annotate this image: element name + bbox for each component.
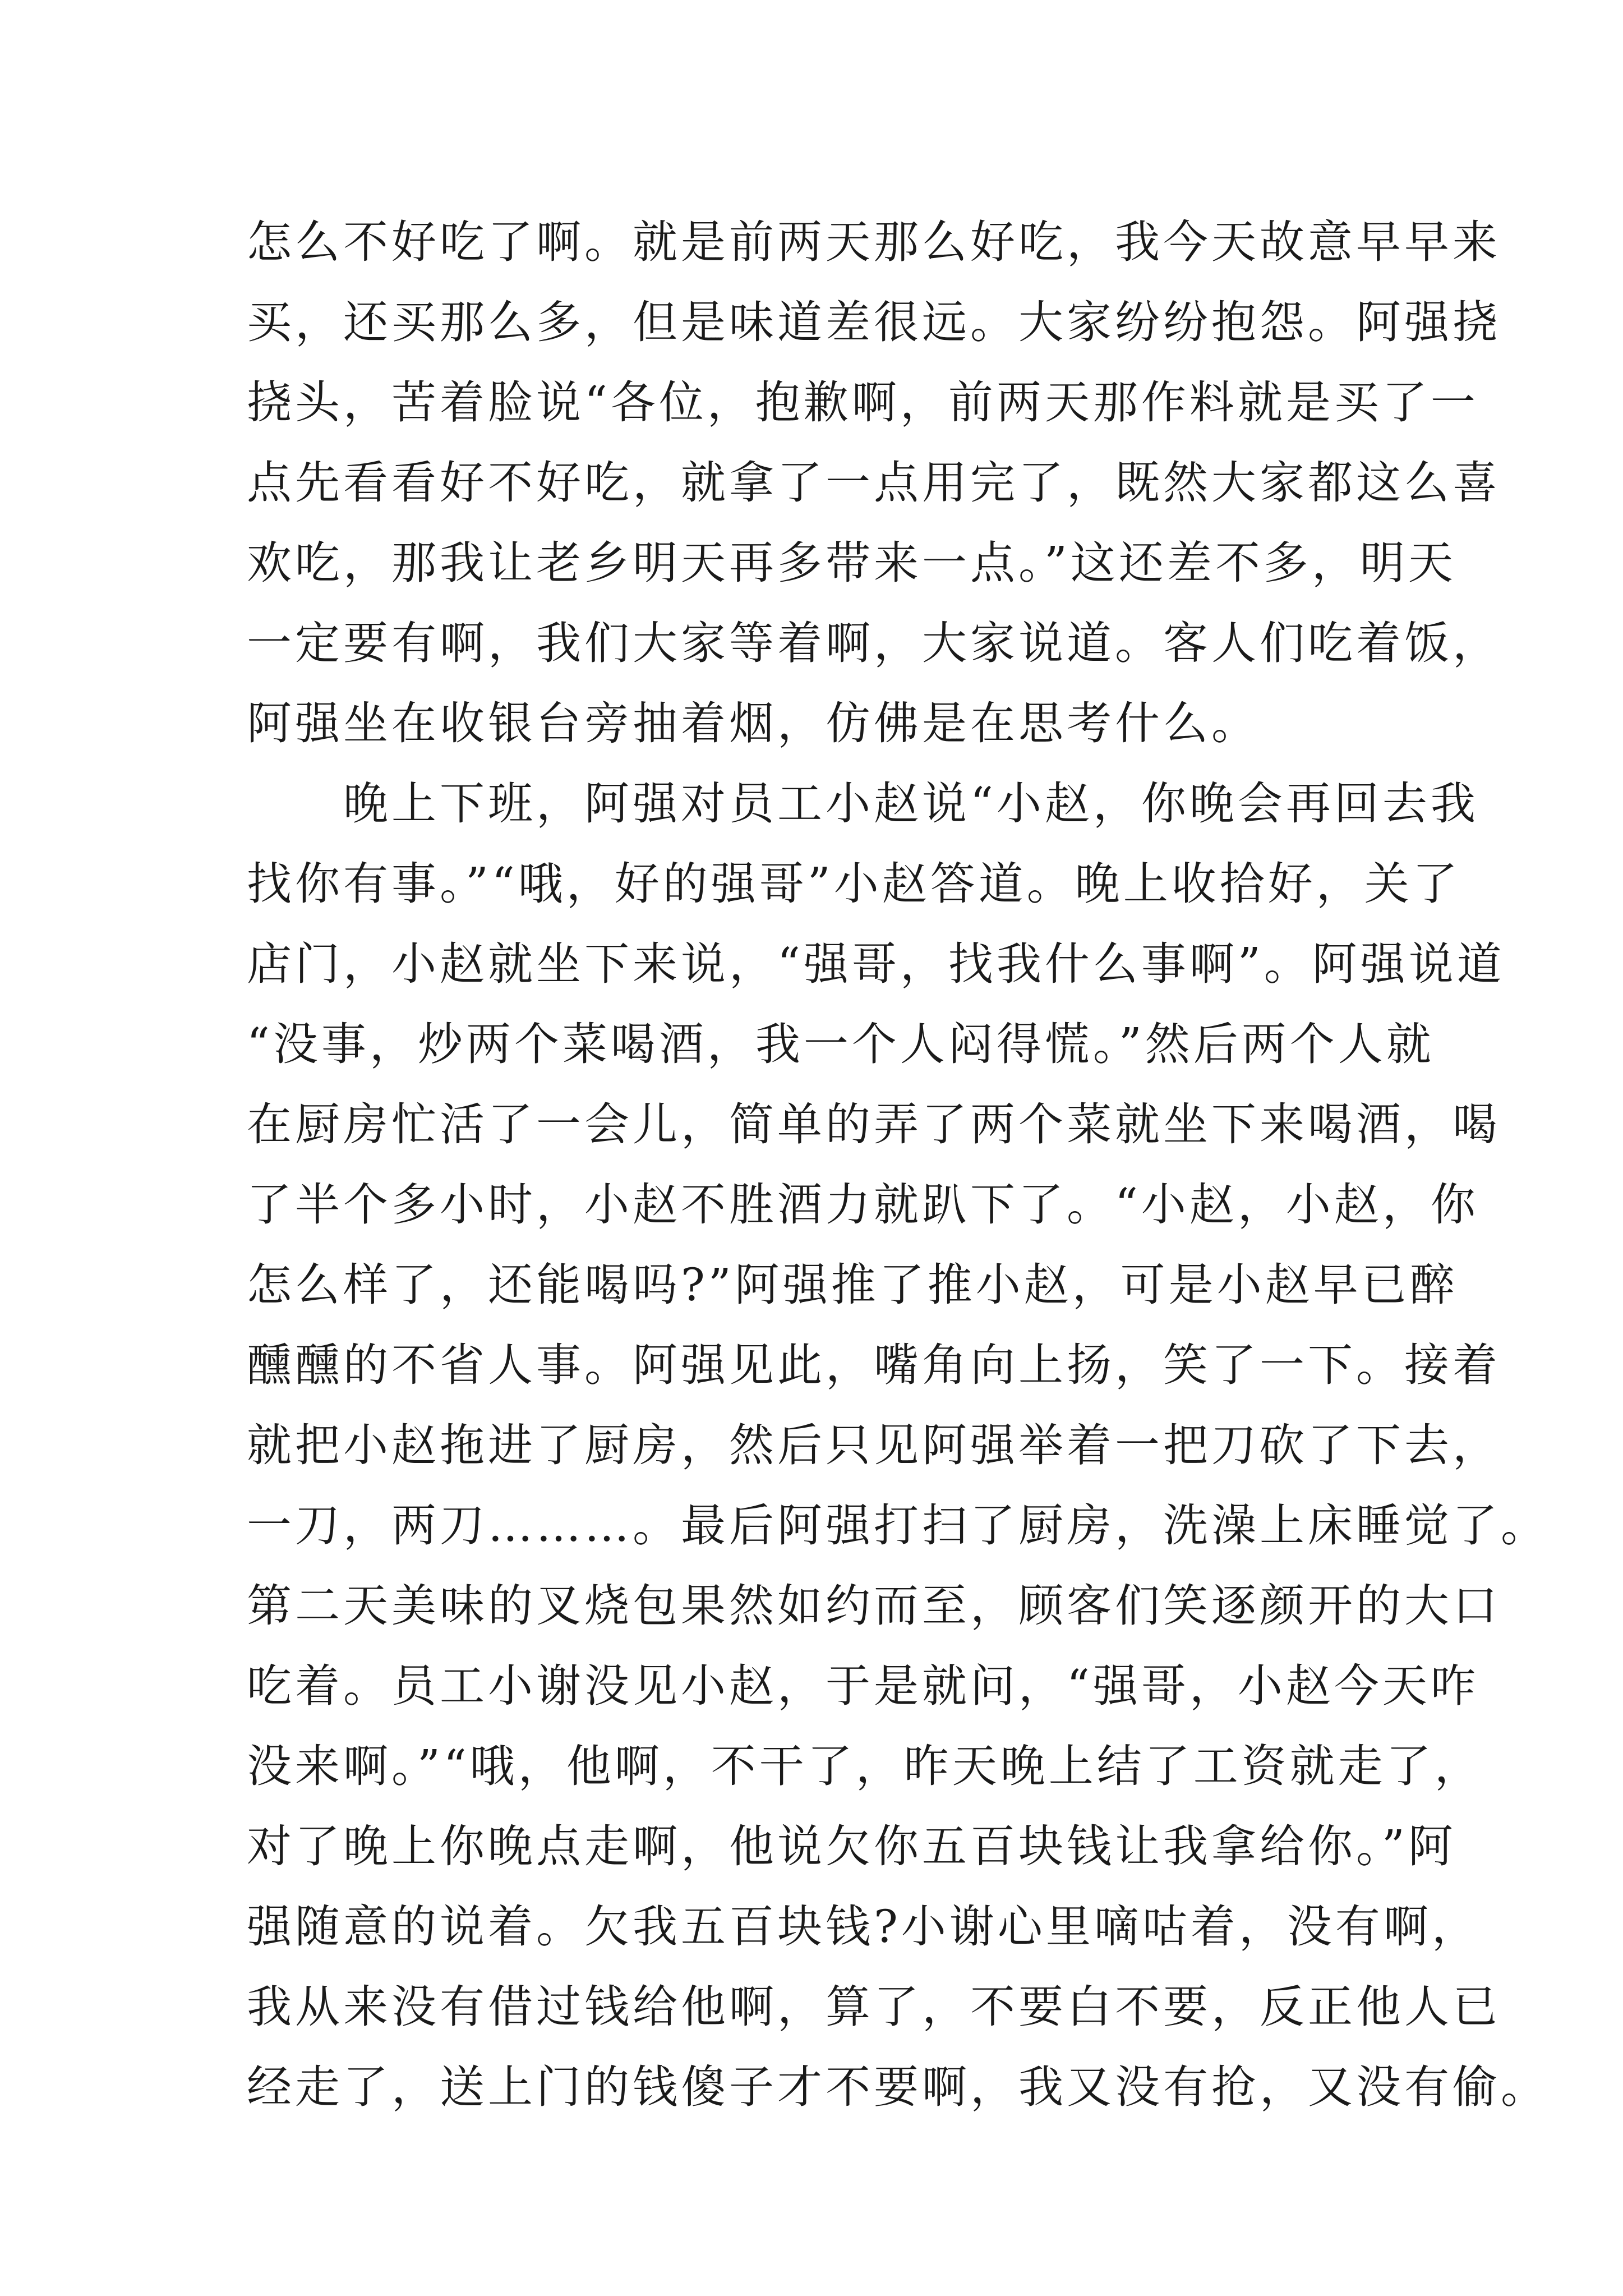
text-line: 晚上下班，阿强对员工小赵说“小赵，你晚会再回去我 bbox=[247, 777, 1479, 830]
text-line: 第二天美味的叉烧包果然如约而至，顾客们笑逐颜开的大口 bbox=[247, 1580, 1501, 1632]
text-line: 就把小赵拖进了厨房，然后只见阿强举着一把刀砍了下去， bbox=[247, 1419, 1501, 1471]
text-line: 欢吃，那我让老乡明天再多带来一点。”这还差不多，明天 bbox=[247, 537, 1456, 589]
text-line: 对了晚上你晚点走啊，他说欠你五百块钱让我拿给你。”阿 bbox=[247, 1820, 1456, 1872]
text-line: 一刀，两刀………。最后阿强打扫了厨房，洗澡上床睡觉了。 bbox=[247, 1499, 1549, 1552]
text-line: 买，还买那么多，但是味道差很远。大家纷纷抱怨。阿强挠 bbox=[247, 296, 1501, 348]
text-line: 找你有事。”“哦，好的强哥”小赵答道。晚上收拾好，关了 bbox=[247, 858, 1461, 910]
text-line: 在厨房忙活了一会儿，简单的弄了两个菜就坐下来喝酒，喝 bbox=[247, 1098, 1501, 1151]
body-text bbox=[247, 202, 1549, 2127]
text-line: 挠头，苦着脸说“各位，抱歉啊，前两天那作料就是买了一 bbox=[247, 376, 1479, 429]
text-line: 了半个多小时，小赵不胜酒力就趴下了。“小赵，小赵，你 bbox=[247, 1179, 1479, 1231]
text-line: 经走了，送上门的钱傻子才不要啊，我又没有抢，又没有偷。 bbox=[247, 2061, 1549, 2113]
text-line: 没来啊。”“哦，他啊，不干了，昨天晚上结了工资就走了， bbox=[247, 1740, 1483, 1792]
text-line: 店门，小赵就坐下来说，“强哥，找我什么事啊”。阿强说道 bbox=[247, 938, 1505, 990]
text-line: 一定要有啊，我们大家等着啊，大家说道。客人们吃着饭， bbox=[247, 617, 1501, 669]
text-line: 怎么不好吃了啊。就是前两天那么好吃，我今天故意早早来 bbox=[247, 216, 1501, 268]
text-line: 吃着。员工小谢没见小赵，于是就问，“强哥，小赵今天咋 bbox=[247, 1660, 1479, 1712]
text-line: 我从来没有借过钱给他啊，算了，不要白不要，反正他人已 bbox=[247, 1981, 1501, 2033]
text-line: 强随意的说着。欠我五百块钱?小谢心里嘀咕着，没有啊， bbox=[247, 1901, 1480, 1953]
text-line: 怎么样了，还能喝吗?”阿强推了推小赵，可是小赵早已醉 bbox=[247, 1259, 1458, 1311]
text-line: 阿强坐在收银台旁抽着烟，仿佛是在思考什么。 bbox=[247, 697, 1260, 749]
text-line: 醺醺的不省人事。阿强见此，嘴角向上扬，笑了一下。接着 bbox=[247, 1339, 1501, 1391]
text-line: “没事，炒两个菜喝酒，我一个人闷得慌。”然后两个人就 bbox=[247, 1018, 1435, 1070]
text-line: 点先看看好不好吃，就拿了一点用完了，既然大家都这么喜 bbox=[247, 457, 1501, 509]
